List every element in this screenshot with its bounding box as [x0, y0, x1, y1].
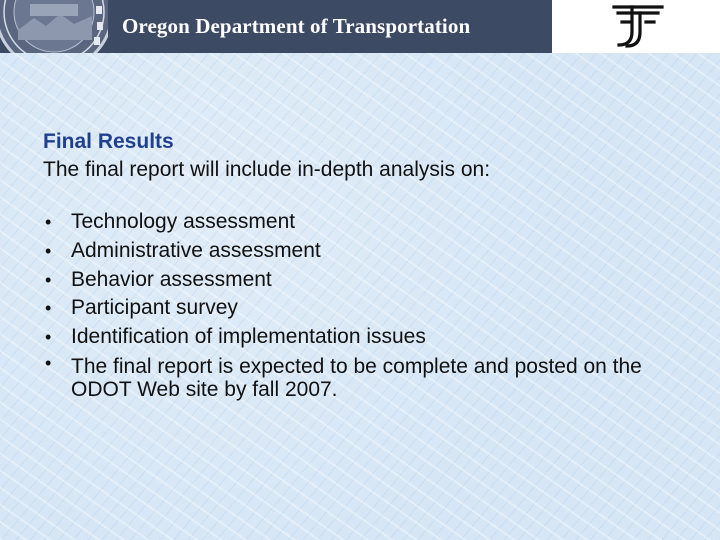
list-item-text: The final report is expected to be complete and posted on the ODOT Web site by fall 2007. — [71, 354, 642, 401]
bullet-icon: • — [45, 269, 52, 290]
list-item — [43, 352, 683, 401]
list-item-text: Administrative assessment — [71, 238, 321, 262]
slide-intro: The final report will include in-depth analysis on: — [43, 158, 491, 181]
list-item — [43, 323, 683, 352]
list-item — [43, 208, 683, 237]
list-item — [43, 294, 683, 323]
header-banner — [0, 0, 552, 53]
organization-name: Oregon Department of Transportation — [122, 14, 471, 38]
slide-title: Final Results — [43, 130, 174, 153]
bullet-icon: • — [45, 298, 52, 319]
header-bar — [0, 0, 720, 53]
list-item-text: Participant survey — [71, 296, 238, 320]
odot-logo-icon — [610, 2, 666, 50]
bullet-icon: • — [45, 212, 52, 232]
list-item-text: Identification of implementation issues — [71, 325, 426, 349]
slide-content — [43, 128, 683, 401]
bullet-icon: • — [45, 352, 52, 373]
bullet-icon: • — [45, 240, 52, 261]
list-item-text: Technology assessment — [71, 210, 296, 233]
bullet-list — [43, 208, 683, 401]
list-item — [43, 237, 683, 266]
list-item — [43, 266, 683, 295]
bullet-icon: • — [45, 327, 52, 348]
list-item-text: Behavior assessment — [71, 267, 272, 291]
oregon-seal-icon — [0, 0, 108, 53]
